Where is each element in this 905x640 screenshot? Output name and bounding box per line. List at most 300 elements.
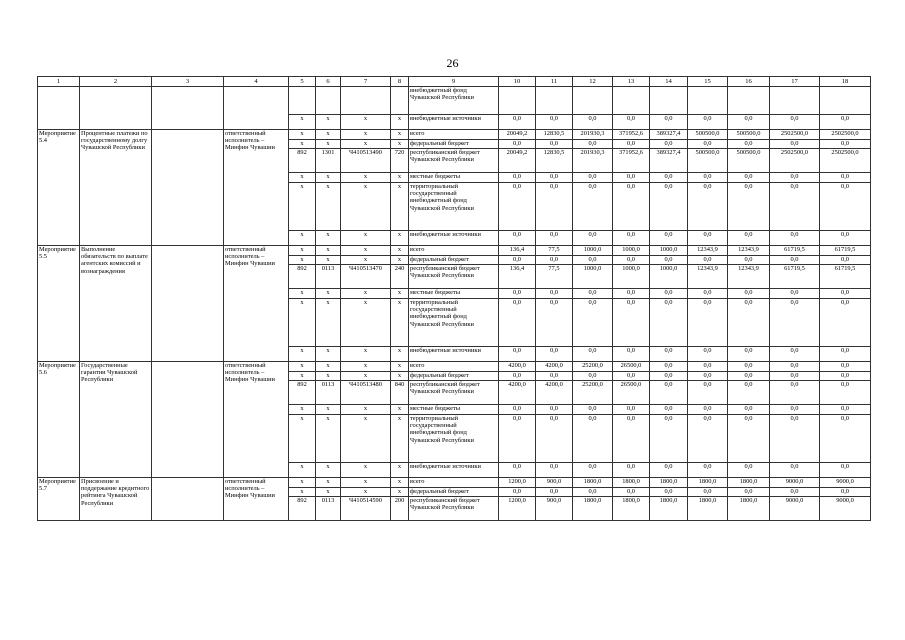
- empty-cell: [152, 87, 224, 130]
- code-cell: x: [316, 256, 341, 265]
- source-cell: всего: [409, 478, 499, 488]
- code-cell: [341, 87, 391, 115]
- code-cell: x: [316, 488, 341, 497]
- value-cell: 0,0: [728, 488, 770, 497]
- value-cell: [573, 87, 613, 115]
- value-cell: 0,0: [650, 173, 688, 183]
- value-cell: 2502500,0: [820, 130, 871, 140]
- code-cell: x: [289, 231, 316, 246]
- code-cell: x: [316, 299, 341, 347]
- value-cell: 0,0: [650, 140, 688, 149]
- value-cell: 0,0: [770, 115, 820, 130]
- value-cell: 1800,0: [573, 478, 613, 488]
- value-cell: 0,0: [499, 372, 536, 381]
- value-cell: 12343,9: [688, 246, 728, 256]
- code-cell: x: [391, 405, 409, 415]
- value-cell: 4200,0: [536, 362, 573, 372]
- value-cell: 0,0: [613, 488, 650, 497]
- value-cell: 0,0: [770, 372, 820, 381]
- value-cell: 0,0: [820, 415, 871, 463]
- code-cell: x: [391, 478, 409, 488]
- value-cell: 0,0: [728, 173, 770, 183]
- code-cell: 0113: [316, 265, 341, 289]
- value-cell: 61719,5: [820, 265, 871, 289]
- code-cell: x: [316, 372, 341, 381]
- value-cell: 0,0: [613, 347, 650, 362]
- value-cell: [536, 87, 573, 115]
- value-cell: 0,0: [820, 381, 871, 405]
- value-cell: 0,0: [728, 362, 770, 372]
- column-number: 14: [650, 77, 688, 87]
- code-cell: x: [316, 362, 341, 372]
- value-cell: 0,0: [728, 183, 770, 231]
- code-cell: [391, 87, 409, 115]
- code-cell: x: [391, 289, 409, 299]
- code-cell: x: [289, 488, 316, 497]
- column-number: 7: [341, 77, 391, 87]
- column-number: 8: [391, 77, 409, 87]
- column-number: 18: [820, 77, 871, 87]
- value-cell: 0,0: [770, 289, 820, 299]
- value-cell: 0,0: [688, 362, 728, 372]
- value-cell: 0,0: [536, 173, 573, 183]
- event-id: Мероприятие 5.5: [38, 246, 80, 362]
- code-cell: x: [341, 488, 391, 497]
- value-cell: 0,0: [536, 463, 573, 478]
- value-cell: 1000,0: [573, 246, 613, 256]
- code-cell: x: [289, 405, 316, 415]
- column-number: 11: [536, 77, 573, 87]
- value-cell: 0,0: [613, 115, 650, 130]
- value-cell: 0,0: [573, 415, 613, 463]
- code-cell: x: [289, 173, 316, 183]
- value-cell: 9000,0: [770, 478, 820, 488]
- value-cell: 500500,0: [728, 130, 770, 140]
- value-cell: 0,0: [688, 463, 728, 478]
- value-cell: 500500,0: [688, 130, 728, 140]
- empty-cell: [152, 246, 224, 362]
- value-cell: 0,0: [573, 372, 613, 381]
- column-number: 6: [316, 77, 341, 87]
- column-number: 13: [613, 77, 650, 87]
- event-id: Мероприятие 5.6: [38, 362, 80, 478]
- value-cell: 0,0: [573, 231, 613, 246]
- value-cell: 0,0: [650, 299, 688, 347]
- event-name: Выполнение обязательств по выплате агентских комиссий и вознаграждения: [80, 246, 152, 362]
- value-cell: 0,0: [770, 463, 820, 478]
- value-cell: 389327,4: [650, 130, 688, 140]
- value-cell: 0,0: [499, 289, 536, 299]
- value-cell: 0,0: [688, 405, 728, 415]
- value-cell: 4200,0: [499, 381, 536, 405]
- value-cell: 0,0: [728, 372, 770, 381]
- page-number: 26: [446, 56, 459, 70]
- code-cell: x: [341, 362, 391, 372]
- code-cell: x: [316, 173, 341, 183]
- value-cell: 61719,5: [770, 265, 820, 289]
- source-cell: всего: [409, 246, 499, 256]
- value-cell: 0,0: [820, 362, 871, 372]
- code-cell: x: [316, 415, 341, 463]
- code-cell: x: [341, 183, 391, 231]
- code-cell: x: [341, 256, 391, 265]
- column-number: 5: [289, 77, 316, 87]
- code-cell: x: [341, 130, 391, 140]
- code-cell: x: [289, 463, 316, 478]
- value-cell: 0,0: [688, 381, 728, 405]
- code-cell: x: [341, 299, 391, 347]
- value-cell: 12343,9: [728, 246, 770, 256]
- value-cell: 12830,5: [536, 130, 573, 140]
- value-cell: 25200,0: [573, 381, 613, 405]
- value-cell: 0,0: [499, 115, 536, 130]
- value-cell: 0,0: [573, 115, 613, 130]
- code-cell: x: [391, 372, 409, 381]
- value-cell: 0,0: [573, 173, 613, 183]
- code-cell: x: [341, 246, 391, 256]
- value-cell: 0,0: [650, 289, 688, 299]
- source-cell: внебюджетные источники: [409, 231, 499, 246]
- value-cell: 0,0: [536, 289, 573, 299]
- value-cell: 0,0: [536, 256, 573, 265]
- value-cell: 136,4: [499, 246, 536, 256]
- value-cell: 0,0: [613, 415, 650, 463]
- value-cell: 0,0: [820, 115, 871, 130]
- source-cell: территориальный государственный внебюджетный фонд Чувашской Республики: [409, 299, 499, 347]
- value-cell: 0,0: [728, 299, 770, 347]
- value-cell: 0,0: [728, 347, 770, 362]
- code-cell: x: [316, 140, 341, 149]
- value-cell: 0,0: [573, 405, 613, 415]
- value-cell: 0,0: [728, 256, 770, 265]
- value-cell: [820, 87, 871, 115]
- value-cell: 0,0: [770, 299, 820, 347]
- value-cell: 0,0: [770, 256, 820, 265]
- value-cell: 1200,0: [499, 497, 536, 521]
- code-cell: x: [391, 299, 409, 347]
- value-cell: 0,0: [613, 231, 650, 246]
- value-cell: [499, 87, 536, 115]
- source-cell: федеральный бюджет: [409, 488, 499, 497]
- value-cell: 900,0: [536, 478, 573, 488]
- code-cell: 840: [391, 381, 409, 405]
- value-cell: [613, 87, 650, 115]
- value-cell: 0,0: [820, 372, 871, 381]
- value-cell: 0,0: [573, 299, 613, 347]
- value-cell: 25200,0: [573, 362, 613, 372]
- funding-table: [37, 76, 871, 521]
- event-name: Процентные платежи по государственному долгу Чувашской Республики: [80, 130, 152, 246]
- value-cell: 26500,0: [613, 381, 650, 405]
- value-cell: 1800,0: [650, 497, 688, 521]
- code-cell: x: [341, 347, 391, 362]
- empty-cell: [152, 478, 224, 521]
- value-cell: 0,0: [688, 173, 728, 183]
- responsible-executor: ответственный исполнитель – Минфин Чувашии: [224, 130, 289, 246]
- value-cell: 500500,0: [688, 149, 728, 173]
- value-cell: 0,0: [688, 231, 728, 246]
- value-cell: 20049,2: [499, 130, 536, 140]
- value-cell: 0,0: [688, 488, 728, 497]
- value-cell: 9000,0: [770, 497, 820, 521]
- value-cell: 1200,0: [499, 478, 536, 488]
- source-cell: внебюджетные источники: [409, 463, 499, 478]
- value-cell: 1000,0: [613, 265, 650, 289]
- value-cell: 0,0: [499, 299, 536, 347]
- value-cell: 0,0: [820, 173, 871, 183]
- event-name: Присвоение и поддержание кредитного рейтинга Чувашской Республики: [80, 478, 152, 521]
- code-cell: x: [391, 347, 409, 362]
- value-cell: 201930,3: [573, 130, 613, 140]
- value-cell: 12830,5: [536, 149, 573, 173]
- value-cell: 900,0: [536, 497, 573, 521]
- source-cell: федеральный бюджет: [409, 140, 499, 149]
- value-cell: 0,0: [650, 488, 688, 497]
- value-cell: 0,0: [613, 140, 650, 149]
- column-number: 10: [499, 77, 536, 87]
- value-cell: [688, 87, 728, 115]
- value-cell: 77,5: [536, 265, 573, 289]
- code-cell: x: [289, 246, 316, 256]
- value-cell: 500500,0: [728, 149, 770, 173]
- source-cell: территориальный государственный внебюджетный фонд Чувашской Республики: [409, 415, 499, 463]
- column-number: 2: [80, 77, 152, 87]
- code-cell: x: [391, 173, 409, 183]
- empty-cell: [152, 362, 224, 478]
- value-cell: 1000,0: [573, 265, 613, 289]
- value-cell: 0,0: [573, 463, 613, 478]
- source-cell: всего: [409, 362, 499, 372]
- code-cell: 720: [391, 149, 409, 173]
- value-cell: 0,0: [613, 256, 650, 265]
- value-cell: 0,0: [613, 173, 650, 183]
- value-cell: 0,0: [820, 289, 871, 299]
- value-cell: 0,0: [536, 347, 573, 362]
- code-cell: Ч410513470: [341, 265, 391, 289]
- code-cell: 892: [289, 265, 316, 289]
- code-cell: 200: [391, 497, 409, 521]
- value-cell: 1000,0: [613, 246, 650, 256]
- value-cell: 0,0: [536, 183, 573, 231]
- value-cell: 0,0: [536, 405, 573, 415]
- value-cell: 201930,3: [573, 149, 613, 173]
- value-cell: 0,0: [613, 372, 650, 381]
- value-cell: 1800,0: [613, 497, 650, 521]
- code-cell: x: [391, 488, 409, 497]
- value-cell: 0,0: [499, 173, 536, 183]
- source-cell: республиканский бюджет Чувашской Республики: [409, 497, 499, 521]
- value-cell: 0,0: [728, 115, 770, 130]
- column-number: 12: [573, 77, 613, 87]
- code-cell: x: [391, 463, 409, 478]
- source-cell: республиканский бюджет Чувашской Республики: [409, 149, 499, 173]
- value-cell: 0,0: [728, 231, 770, 246]
- table-row: [38, 478, 871, 488]
- value-cell: 0,0: [770, 405, 820, 415]
- value-cell: 0,0: [536, 415, 573, 463]
- value-cell: 0,0: [770, 488, 820, 497]
- code-cell: x: [316, 405, 341, 415]
- code-cell: x: [391, 130, 409, 140]
- code-cell: x: [289, 130, 316, 140]
- value-cell: 389327,4: [650, 149, 688, 173]
- source-cell: местные бюджеты: [409, 289, 499, 299]
- code-cell: 1301: [316, 149, 341, 173]
- table-row: [38, 246, 871, 256]
- value-cell: 0,0: [499, 140, 536, 149]
- code-cell: [316, 87, 341, 115]
- empty-cell: [152, 130, 224, 246]
- value-cell: 2502500,0: [770, 130, 820, 140]
- value-cell: 0,0: [820, 183, 871, 231]
- value-cell: 9000,0: [820, 497, 871, 521]
- code-cell: 892: [289, 497, 316, 521]
- code-cell: x: [391, 115, 409, 130]
- value-cell: 0,0: [688, 372, 728, 381]
- code-cell: 892: [289, 381, 316, 405]
- code-cell: 0113: [316, 497, 341, 521]
- value-cell: [728, 87, 770, 115]
- code-cell: x: [316, 183, 341, 231]
- value-cell: 1800,0: [650, 478, 688, 488]
- event-id: Мероприятие 5.4: [38, 130, 80, 246]
- value-cell: 0,0: [536, 299, 573, 347]
- code-cell: x: [391, 231, 409, 246]
- value-cell: 0,0: [728, 289, 770, 299]
- code-cell: Ч410513490: [341, 149, 391, 173]
- value-cell: 0,0: [650, 347, 688, 362]
- column-number-row: [38, 77, 871, 87]
- code-cell: [289, 87, 316, 115]
- column-number: 1: [38, 77, 80, 87]
- responsible-executor: ответственный исполнитель – Минфин Чувашии: [224, 478, 289, 521]
- code-cell: x: [289, 299, 316, 347]
- code-cell: x: [289, 415, 316, 463]
- value-cell: 0,0: [650, 115, 688, 130]
- code-cell: x: [341, 140, 391, 149]
- code-cell: x: [316, 130, 341, 140]
- code-cell: x: [316, 347, 341, 362]
- value-cell: 0,0: [770, 415, 820, 463]
- code-cell: x: [341, 231, 391, 246]
- value-cell: 0,0: [536, 140, 573, 149]
- value-cell: 0,0: [573, 347, 613, 362]
- value-cell: 0,0: [499, 415, 536, 463]
- code-cell: x: [289, 347, 316, 362]
- code-cell: x: [316, 478, 341, 488]
- value-cell: 0,0: [688, 140, 728, 149]
- value-cell: 2502500,0: [770, 149, 820, 173]
- table-row: [38, 87, 871, 115]
- value-cell: 0,0: [820, 405, 871, 415]
- source-cell: местные бюджеты: [409, 173, 499, 183]
- source-cell: внебюджетные источники: [409, 115, 499, 130]
- column-number: 17: [770, 77, 820, 87]
- column-number: 9: [409, 77, 499, 87]
- value-cell: 0,0: [499, 183, 536, 231]
- value-cell: 371952,6: [613, 149, 650, 173]
- value-cell: 26500,0: [613, 362, 650, 372]
- code-cell: x: [341, 289, 391, 299]
- value-cell: 0,0: [573, 289, 613, 299]
- value-cell: 0,0: [770, 231, 820, 246]
- value-cell: 136,4: [499, 265, 536, 289]
- value-cell: 0,0: [499, 231, 536, 246]
- code-cell: x: [391, 246, 409, 256]
- value-cell: 0,0: [499, 405, 536, 415]
- event-name-cell: [80, 87, 152, 130]
- value-cell: 9000,0: [820, 478, 871, 488]
- code-cell: x: [341, 115, 391, 130]
- value-cell: 4200,0: [536, 381, 573, 405]
- code-cell: 0113: [316, 381, 341, 405]
- value-cell: 0,0: [820, 463, 871, 478]
- code-cell: x: [316, 289, 341, 299]
- value-cell: 0,0: [688, 115, 728, 130]
- code-cell: x: [289, 256, 316, 265]
- value-cell: 0,0: [728, 415, 770, 463]
- value-cell: 0,0: [770, 362, 820, 372]
- source-cell: внебюджетный фонд Чувашской Республики: [409, 87, 499, 115]
- value-cell: 0,0: [650, 381, 688, 405]
- value-cell: 0,0: [770, 381, 820, 405]
- value-cell: 0,0: [650, 415, 688, 463]
- responsible-executor: ответственный исполнитель – Минфин Чувашии: [224, 362, 289, 478]
- value-cell: 0,0: [573, 140, 613, 149]
- value-cell: 0,0: [650, 256, 688, 265]
- value-cell: 0,0: [688, 299, 728, 347]
- value-cell: 0,0: [728, 463, 770, 478]
- value-cell: 0,0: [650, 183, 688, 231]
- value-cell: 0,0: [536, 115, 573, 130]
- code-cell: x: [289, 140, 316, 149]
- value-cell: 0,0: [536, 231, 573, 246]
- code-cell: x: [341, 173, 391, 183]
- value-cell: 0,0: [688, 415, 728, 463]
- code-cell: x: [289, 372, 316, 381]
- code-cell: x: [316, 231, 341, 246]
- value-cell: 0,0: [650, 463, 688, 478]
- value-cell: 0,0: [613, 463, 650, 478]
- value-cell: 0,0: [820, 231, 871, 246]
- code-cell: x: [316, 463, 341, 478]
- code-cell: x: [341, 478, 391, 488]
- value-cell: 1800,0: [728, 478, 770, 488]
- value-cell: 0,0: [573, 256, 613, 265]
- value-cell: 0,0: [820, 256, 871, 265]
- value-cell: 20049,2: [499, 149, 536, 173]
- code-cell: 892: [289, 149, 316, 173]
- value-cell: 0,0: [536, 488, 573, 497]
- code-cell: x: [391, 183, 409, 231]
- value-cell: 1000,0: [650, 265, 688, 289]
- event-name: Государственные гарантии Чувашской Республики: [80, 362, 152, 478]
- value-cell: 0,0: [688, 289, 728, 299]
- value-cell: 1800,0: [688, 478, 728, 488]
- source-cell: федеральный бюджет: [409, 372, 499, 381]
- source-cell: внебюджетные источники: [409, 347, 499, 362]
- code-cell: x: [289, 362, 316, 372]
- source-cell: республиканский бюджет Чувашской Республики: [409, 265, 499, 289]
- value-cell: 0,0: [499, 463, 536, 478]
- value-cell: 0,0: [499, 347, 536, 362]
- value-cell: 0,0: [573, 488, 613, 497]
- value-cell: 0,0: [613, 183, 650, 231]
- code-cell: x: [391, 362, 409, 372]
- value-cell: 0,0: [770, 183, 820, 231]
- table-row: [38, 130, 871, 140]
- value-cell: 0,0: [770, 173, 820, 183]
